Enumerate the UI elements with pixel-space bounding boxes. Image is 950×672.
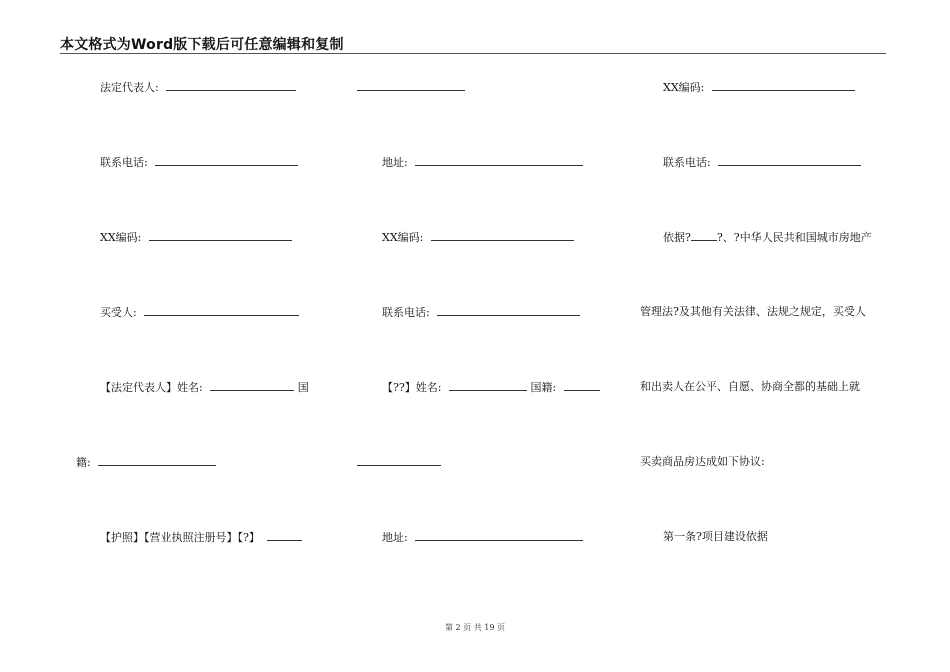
seller-address-label: 地址: bbox=[382, 156, 408, 169]
buyer-label: 买受人: bbox=[100, 306, 137, 319]
nationality-blank bbox=[98, 455, 216, 466]
nationality-cont-label: 籍: bbox=[76, 456, 91, 469]
document-header-title: 本文格式为Word版下载后可任意编辑和复制 bbox=[60, 37, 344, 53]
agent-name-label: 【??】姓名: bbox=[382, 381, 442, 394]
agent-name-blank bbox=[449, 380, 527, 391]
buyer-row bbox=[100, 305, 299, 320]
seller-xx-code-row bbox=[100, 230, 292, 245]
col3-phone-blank bbox=[718, 155, 861, 166]
basis-row bbox=[663, 230, 872, 245]
col3-xx-code-label: XX编码: bbox=[663, 81, 705, 94]
buyer-rep-name-label: 【法定代表人】姓名: bbox=[100, 381, 203, 394]
buyer-rep-name-row bbox=[100, 380, 309, 395]
col2-nationality-cont-row bbox=[357, 455, 441, 470]
nationality-tail: 国 bbox=[297, 381, 309, 394]
agent-phone-row bbox=[382, 305, 580, 320]
buyer-blank bbox=[144, 305, 299, 316]
agent-address-row bbox=[382, 530, 583, 545]
agent-xx-code-row bbox=[382, 230, 574, 245]
agent-nationality-label: 国籍: bbox=[530, 381, 557, 394]
legal-rep-row bbox=[100, 80, 296, 95]
seller-xx-code-label: XX编码: bbox=[100, 231, 142, 244]
col2-nationality-cont-blank bbox=[357, 455, 441, 466]
page-number: 第 2 页 共 19 页 bbox=[445, 623, 505, 632]
law-line: 管理法?及其他有关法律、法规之规定，买受人 bbox=[640, 305, 866, 318]
agent-phone-label: 联系电话: bbox=[382, 306, 430, 319]
col3-xx-code-row bbox=[663, 80, 855, 95]
id-types-row bbox=[100, 530, 302, 545]
legal-rep-label: 法定代表人: bbox=[100, 81, 159, 94]
col2-top-row bbox=[357, 80, 465, 95]
law-line-row bbox=[640, 305, 866, 319]
legal-rep-blank bbox=[166, 80, 296, 91]
seller-phone-row bbox=[100, 155, 298, 170]
col2-top-blank bbox=[357, 80, 465, 91]
agreement-line-row bbox=[640, 455, 765, 469]
fairness-line: 和出卖人在公平、自愿、协商全都的基础上就 bbox=[640, 380, 860, 393]
fairness-line-row bbox=[640, 380, 860, 394]
agreement-line: 买卖商品房达成如下协议: bbox=[640, 455, 765, 468]
col3-phone-label: 联系电话: bbox=[663, 156, 711, 169]
article-1-heading: 第一条?项目建设依据 bbox=[663, 530, 768, 543]
seller-xx-code-blank bbox=[149, 230, 292, 241]
basis-suffix: ?、?中华人民共和国城市房地产 bbox=[716, 231, 872, 244]
id-types-label: 【护照】【营业执照注册号】【?】 bbox=[100, 531, 260, 544]
agent-phone-blank bbox=[437, 305, 580, 316]
article-1-row bbox=[663, 530, 768, 544]
seller-phone-label: 联系电话: bbox=[100, 156, 148, 169]
agent-address-label: 地址: bbox=[382, 531, 408, 544]
col3-xx-code-blank bbox=[712, 80, 855, 91]
seller-phone-blank bbox=[155, 155, 298, 166]
id-types-blank bbox=[267, 530, 302, 541]
agent-name-row bbox=[382, 380, 600, 395]
header-divider bbox=[60, 53, 886, 54]
agent-nationality-blank bbox=[564, 380, 600, 391]
seller-address-blank bbox=[415, 155, 583, 166]
col3-phone-row bbox=[663, 155, 861, 170]
nationality-cont-row bbox=[76, 455, 216, 470]
seller-address-row bbox=[382, 155, 583, 170]
agent-address-blank bbox=[415, 530, 583, 541]
agent-xx-code-label: XX编码: bbox=[382, 231, 424, 244]
agent-xx-code-blank bbox=[431, 230, 574, 241]
buyer-rep-name-blank bbox=[210, 380, 294, 391]
basis-prefix: 依据? bbox=[663, 231, 691, 244]
basis-blank bbox=[691, 230, 717, 241]
